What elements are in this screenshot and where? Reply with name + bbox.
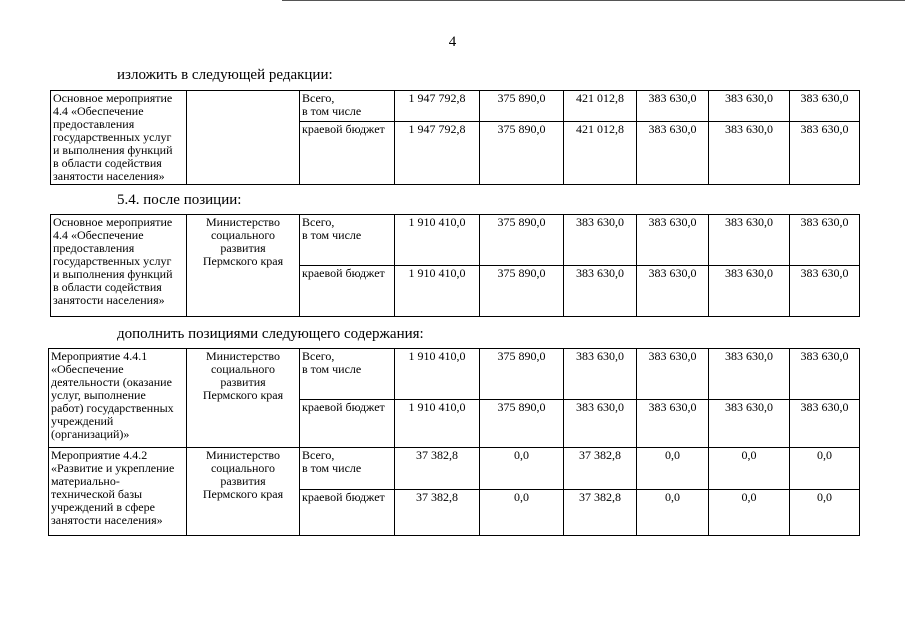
funding-source-cell: краевой бюджет [300, 400, 395, 448]
value-cell: 0,0 [480, 448, 564, 490]
value-cell: 375 890,0 [480, 215, 564, 266]
table-row [49, 448, 860, 490]
section2-table [50, 214, 860, 317]
value-cell: 383 630,0 [564, 400, 637, 448]
value-cell: 375 890,0 [480, 400, 564, 448]
value-cell: 383 630,0 [709, 91, 790, 122]
value-cell: 383 630,0 [709, 122, 790, 185]
measure-name-cell: Мероприятие 4.4.1 «Обеспечение деятельности (оказание услуг, выполнение работ) государственных учреждений (организаций)» [49, 349, 187, 448]
value-cell: 383 630,0 [790, 122, 860, 185]
table-row [49, 349, 860, 400]
value-cell: 375 890,0 [480, 349, 564, 400]
measure-name-cell: Мероприятие 4.4.2 «Развитие и укрепление материально- технической базы учреждений в сфере занятости населения» [49, 448, 187, 536]
value-cell: 383 630,0 [637, 122, 709, 185]
value-cell: 375 890,0 [480, 91, 564, 122]
value-cell: 1 910 410,0 [395, 266, 480, 317]
page-number: 4 [448, 34, 457, 50]
value-cell: 383 630,0 [564, 266, 637, 317]
value-cell: 375 890,0 [480, 122, 564, 185]
table-row [51, 91, 860, 122]
value-cell: 383 630,0 [790, 349, 860, 400]
value-cell: 37 382,8 [564, 448, 637, 490]
value-cell: 1 947 792,8 [395, 91, 480, 122]
value-cell: 0,0 [480, 490, 564, 536]
value-cell: 1 910 410,0 [395, 349, 480, 400]
value-cell: 375 890,0 [480, 266, 564, 317]
value-cell: 0,0 [637, 448, 709, 490]
section3-table [48, 348, 860, 536]
value-cell: 421 012,8 [564, 91, 637, 122]
value-cell: 383 630,0 [709, 400, 790, 448]
table-row [51, 215, 860, 266]
section1-heading: изложить в следующей редакции: [117, 67, 333, 83]
funding-source-cell: краевой бюджет [300, 266, 395, 317]
value-cell: 0,0 [790, 490, 860, 536]
funding-source-cell: Всего, в том числе [300, 349, 395, 400]
measure-name-cell: Основное мероприятие 4.4 «Обеспечение предоставления государственных услуг и выполнения функций в области содействия занятости населения» [51, 215, 187, 317]
value-cell: 383 630,0 [637, 215, 709, 266]
section2-heading: 5.4. после позиции: [117, 192, 242, 208]
funding-source-cell: Всего, в том числе [300, 215, 395, 266]
value-cell: 383 630,0 [790, 91, 860, 122]
value-cell: 383 630,0 [790, 215, 860, 266]
value-cell: 0,0 [709, 448, 790, 490]
value-cell: 383 630,0 [790, 400, 860, 448]
value-cell: 383 630,0 [637, 91, 709, 122]
value-cell: 0,0 [709, 490, 790, 536]
responsible-cell [187, 91, 300, 185]
responsible-cell: Министерство социального развития Пермского края [187, 349, 300, 448]
value-cell: 383 630,0 [637, 349, 709, 400]
value-cell: 383 630,0 [709, 215, 790, 266]
value-cell: 0,0 [637, 490, 709, 536]
value-cell: 383 630,0 [709, 266, 790, 317]
value-cell: 0,0 [790, 448, 860, 490]
value-cell: 37 382,8 [395, 448, 480, 490]
value-cell: 383 630,0 [637, 266, 709, 317]
value-cell: 421 012,8 [564, 122, 637, 185]
measure-name-cell: Основное мероприятие 4.4 «Обеспечение предоставления государственных услуг и выполнения функций в области содействия занятости населения» [51, 91, 187, 185]
value-cell: 383 630,0 [790, 266, 860, 317]
funding-source-cell: краевой бюджет [300, 122, 395, 185]
value-cell: 383 630,0 [709, 349, 790, 400]
value-cell: 1 947 792,8 [395, 122, 480, 185]
funding-source-cell: Всего, в том числе [300, 91, 395, 122]
value-cell: 1 910 410,0 [395, 400, 480, 448]
value-cell: 1 910 410,0 [395, 215, 480, 266]
responsible-cell: Министерство социального развития Пермского края [187, 215, 300, 317]
section1-table [50, 90, 860, 185]
value-cell: 383 630,0 [637, 400, 709, 448]
value-cell: 37 382,8 [395, 490, 480, 536]
value-cell: 383 630,0 [564, 349, 637, 400]
responsible-cell: Министерство социального развития Пермского края [187, 448, 300, 536]
value-cell: 383 630,0 [564, 215, 637, 266]
top-rule [282, 0, 905, 1]
value-cell: 37 382,8 [564, 490, 637, 536]
funding-source-cell: Всего, в том числе [300, 448, 395, 490]
section3-heading: дополнить позициями следующего содержания: [117, 326, 424, 342]
funding-source-cell: краевой бюджет [300, 490, 395, 536]
